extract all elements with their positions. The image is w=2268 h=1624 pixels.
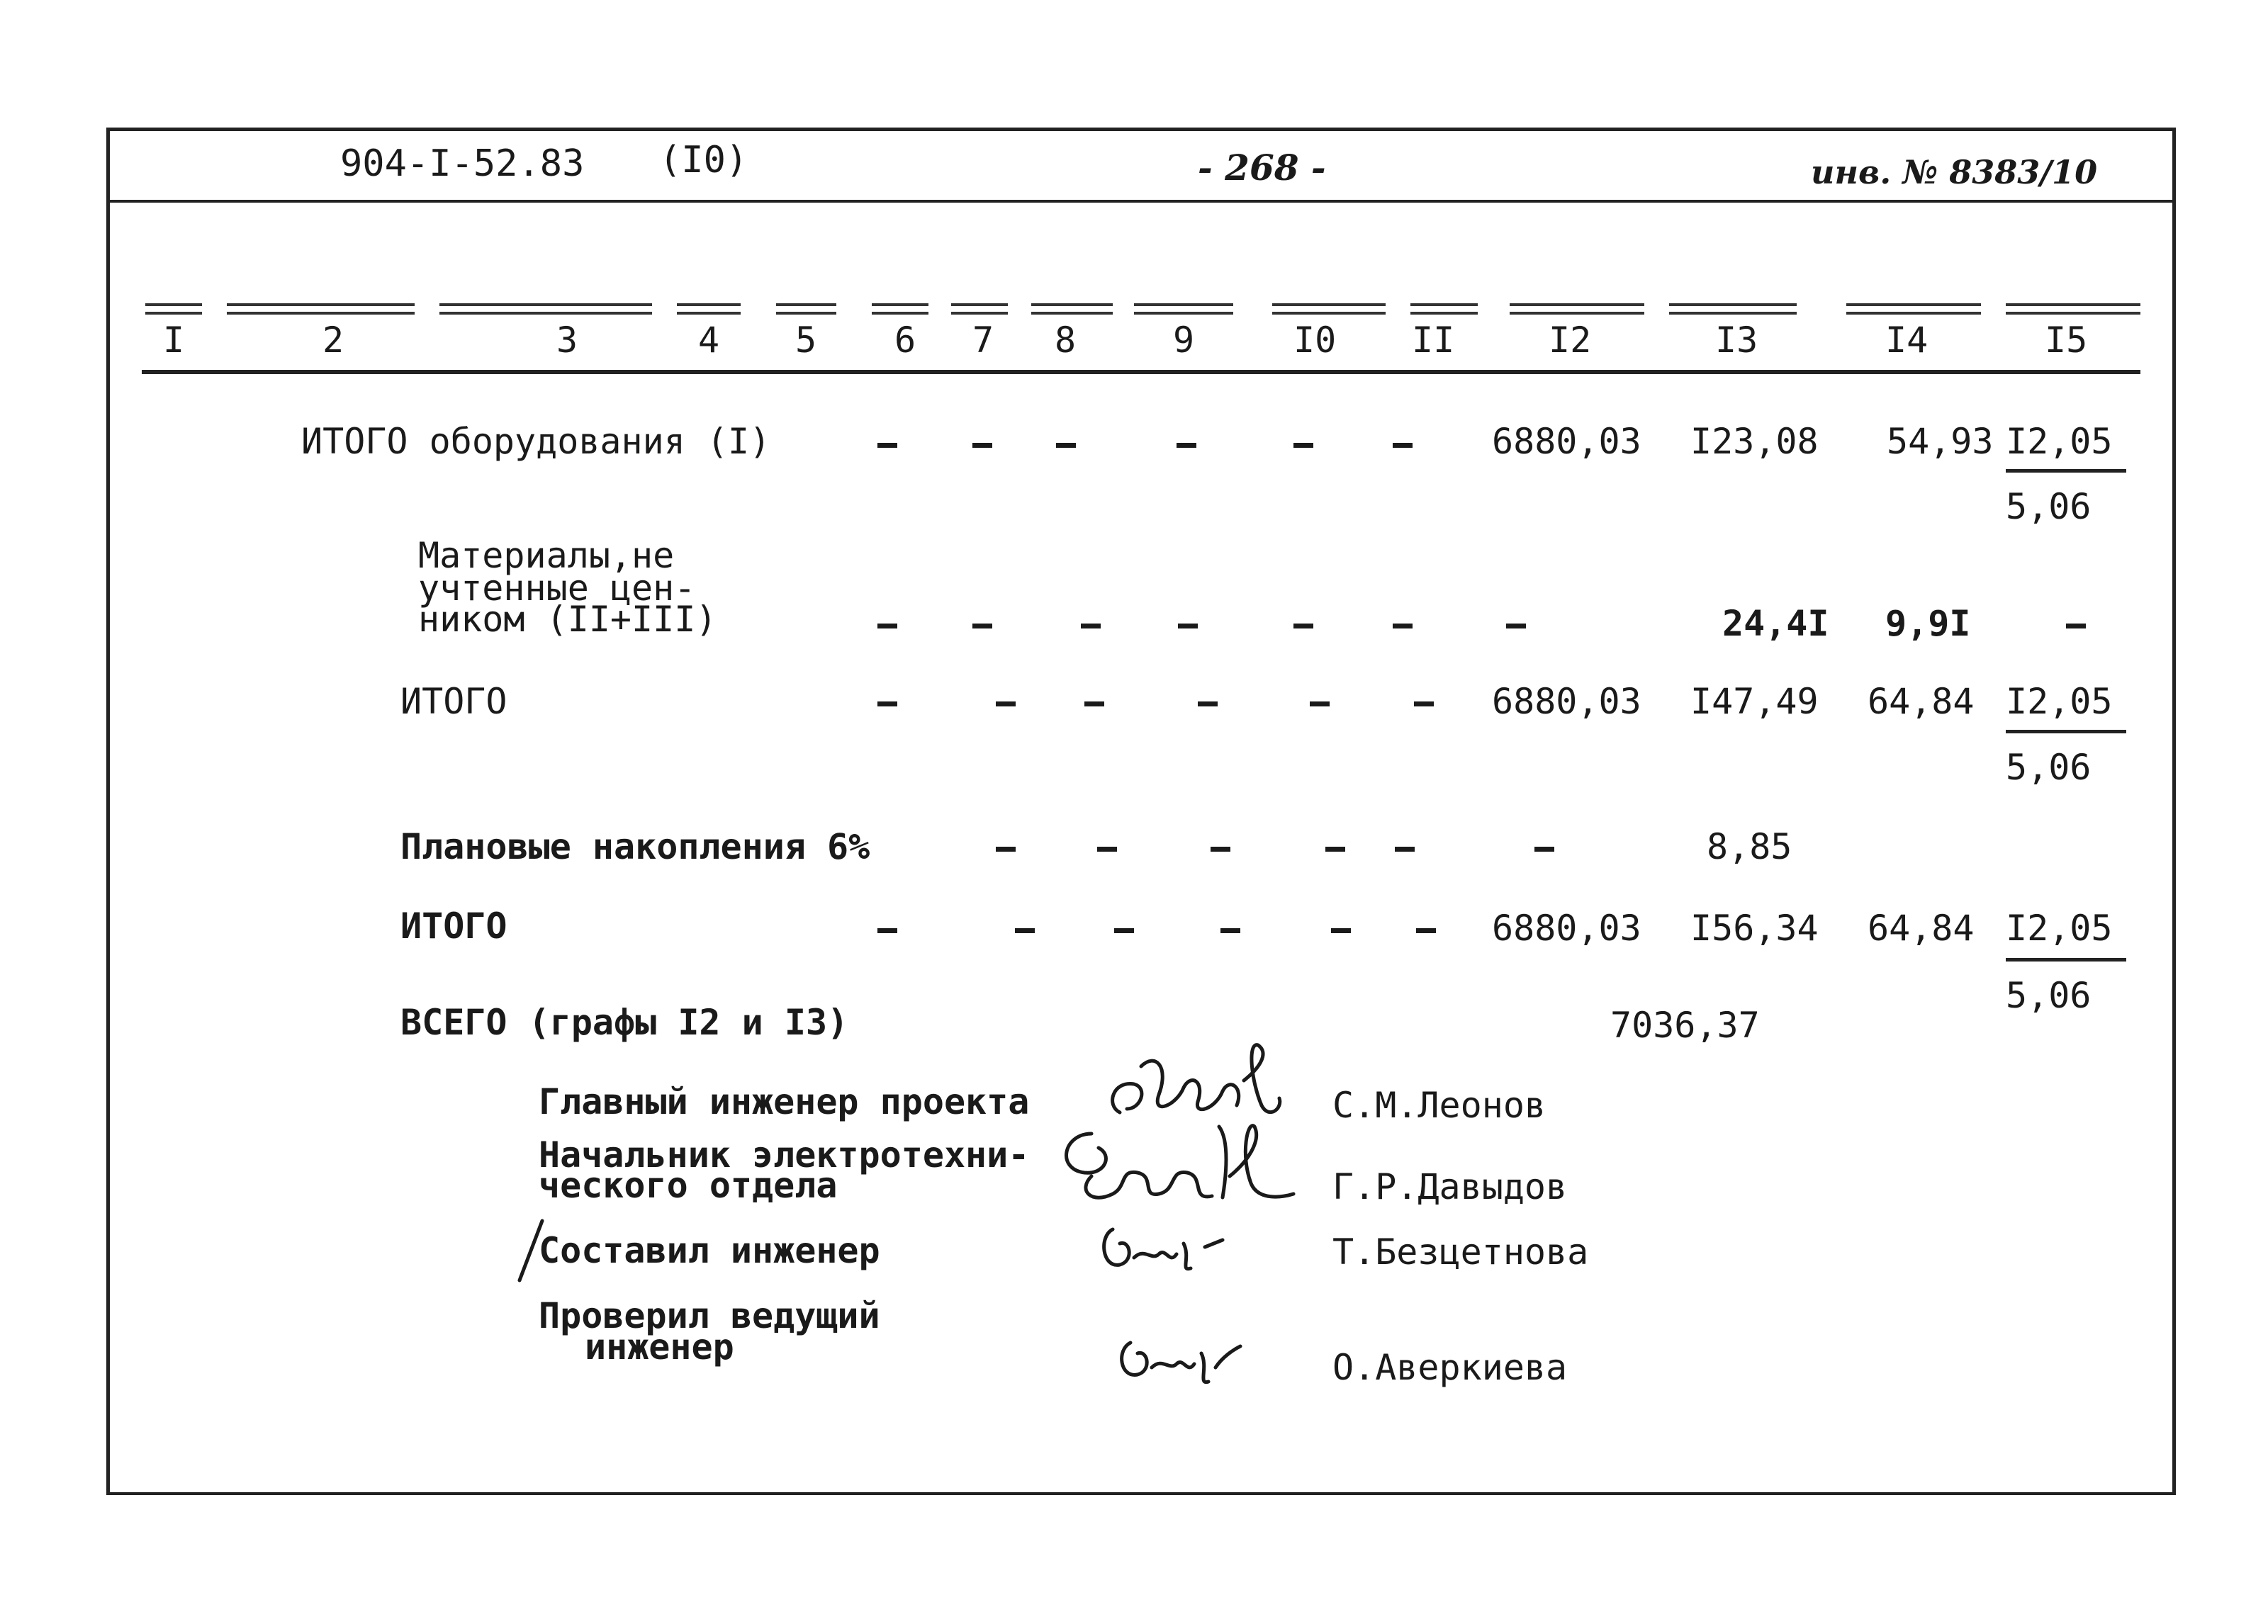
cell-col13: I47,49 [1690, 681, 1819, 722]
signer-role: Составил инженер [539, 1230, 880, 1271]
header-rule [142, 370, 2140, 374]
col-dash [1510, 303, 1644, 315]
signer-role: Начальник электротехни- [539, 1134, 1030, 1175]
page-frame [106, 128, 2176, 1495]
signer-role: инженер [585, 1326, 734, 1368]
fraction-line [2006, 958, 2126, 962]
empty-cell-dash [1416, 928, 1436, 933]
col-header: I4 [1885, 320, 1929, 361]
empty-cell-dash [1506, 624, 1526, 628]
signer-role: ческого отдела [539, 1165, 838, 1206]
empty-cell-dash [1414, 701, 1434, 706]
album-number: (I0) [659, 139, 748, 181]
signature-mark [1091, 1215, 1233, 1279]
cell-col14: 54,93 [1887, 421, 1994, 462]
cell-col13: 24,4I [1722, 603, 1829, 644]
col-dash [776, 303, 836, 315]
signature-mark [1049, 1112, 1304, 1219]
empty-cell-dash [1056, 443, 1076, 448]
cell-col15-top: I2,05 [2006, 421, 2113, 462]
cell-col12: 6880,03 [1492, 681, 1641, 722]
col-dash [2006, 303, 2140, 315]
col-dash [951, 303, 1008, 315]
cell-col14: 64,84 [1868, 908, 1975, 949]
grand-total: 7036,37 [1610, 1005, 1760, 1046]
empty-cell-dash [1395, 847, 1415, 852]
doc-code: 904-I-52.83 [340, 142, 585, 185]
signer-name: Т.Безцетнова [1332, 1231, 1589, 1273]
col-header: 3 [556, 320, 578, 361]
col-header: I0 [1293, 320, 1337, 361]
col-header: 7 [972, 320, 994, 361]
empty-cell-dash [1393, 443, 1413, 448]
col-dash [1031, 303, 1113, 315]
cell-col13: I23,08 [1690, 421, 1819, 462]
signer-name: О.Аверкиева [1332, 1347, 1568, 1388]
signer-name: С.М.Леонов [1332, 1085, 1546, 1126]
signer-role: Главный инженер проекта [539, 1081, 1030, 1122]
cell-col15-top: I2,05 [2006, 908, 2113, 949]
col-header: 9 [1173, 320, 1195, 361]
empty-cell-dash [1534, 847, 1554, 852]
col-dash [1134, 303, 1233, 315]
empty-cell-dash [1331, 928, 1351, 933]
col-header: I5 [2045, 320, 2088, 361]
empty-cell-dash [1097, 847, 1117, 852]
empty-cell-dash [1081, 624, 1101, 628]
col-header: I2 [1549, 320, 1592, 361]
empty-cell-dash [1393, 624, 1413, 628]
col-header: 5 [795, 320, 817, 361]
col-dash [1410, 303, 1478, 315]
col-dash [1669, 303, 1797, 315]
inventory-number: инв. № 8383/10 [1811, 153, 2098, 191]
cell-col15-top: I2,05 [2006, 681, 2113, 722]
cell-col15-bottom: 5,06 [2006, 747, 2092, 788]
empty-cell-dash [1084, 701, 1104, 706]
empty-cell-dash [1293, 443, 1313, 448]
col-header: I3 [1715, 320, 1758, 361]
empty-cell-dash [1114, 928, 1134, 933]
col-header: II [1412, 320, 1455, 361]
cell-col12: 6880,03 [1492, 421, 1641, 462]
header-divider [106, 200, 2176, 203]
empty-cell-dash [972, 624, 992, 628]
row-label-line: ником (II+III) [418, 599, 717, 640]
col-dash [1846, 303, 1981, 315]
empty-cell-dash [1177, 443, 1196, 448]
col-header: 4 [698, 320, 720, 361]
row-label: Плановые накопления 6% [400, 826, 870, 867]
fraction-line [2006, 469, 2126, 473]
row-label: ИТОГО [400, 906, 507, 947]
empty-cell-dash [877, 928, 897, 933]
empty-cell-dash [2066, 624, 2086, 628]
row-label: ВСЕГО (графы I2 и I3) [400, 1002, 849, 1043]
cell-col13: 8,85 [1707, 826, 1792, 867]
cell-col15-bottom: 5,06 [2006, 975, 2092, 1016]
page-number: - 268 - [1198, 147, 1326, 188]
signer-role: Проверил ведущий [539, 1295, 880, 1336]
empty-cell-dash [1310, 701, 1330, 706]
empty-cell-dash [1325, 847, 1345, 852]
col-header: I [163, 320, 185, 361]
col-header: 6 [894, 320, 916, 361]
empty-cell-dash [1211, 847, 1230, 852]
empty-cell-dash [972, 443, 992, 448]
col-header: 8 [1055, 320, 1077, 361]
empty-cell-dash [877, 624, 897, 628]
cell-col15-bottom: 5,06 [2006, 486, 2092, 527]
col-dash [439, 303, 652, 315]
empty-cell-dash [996, 847, 1016, 852]
row-label-line: учтенные цен- [418, 568, 696, 609]
empty-cell-dash [1178, 624, 1198, 628]
col-dash [1272, 303, 1386, 315]
cell-col14: 64,84 [1868, 681, 1975, 722]
col-dash [227, 303, 415, 315]
empty-cell-dash [877, 443, 897, 448]
empty-cell-dash [1293, 624, 1313, 628]
signature-mark [514, 1215, 549, 1286]
empty-cell-dash [1198, 701, 1218, 706]
row-label-line: Материалы,не [418, 535, 675, 576]
signature-mark [1109, 1325, 1244, 1389]
cell-col13: I56,34 [1690, 908, 1819, 949]
signer-name: Г.Р.Давыдов [1332, 1166, 1568, 1207]
col-dash [145, 303, 202, 315]
col-header: 2 [322, 320, 344, 361]
cell-col14: 9,9I [1885, 603, 1971, 644]
fraction-line [2006, 730, 2126, 733]
empty-cell-dash [996, 701, 1016, 706]
empty-cell-dash [877, 701, 897, 706]
col-dash [677, 303, 741, 315]
row-label: ИТОГО оборудования (I) [301, 421, 771, 462]
row-label: ИТОГО [400, 681, 507, 722]
col-dash [872, 303, 928, 315]
empty-cell-dash [1220, 928, 1240, 933]
empty-cell-dash [1015, 928, 1035, 933]
cell-col12: 6880,03 [1492, 908, 1641, 949]
